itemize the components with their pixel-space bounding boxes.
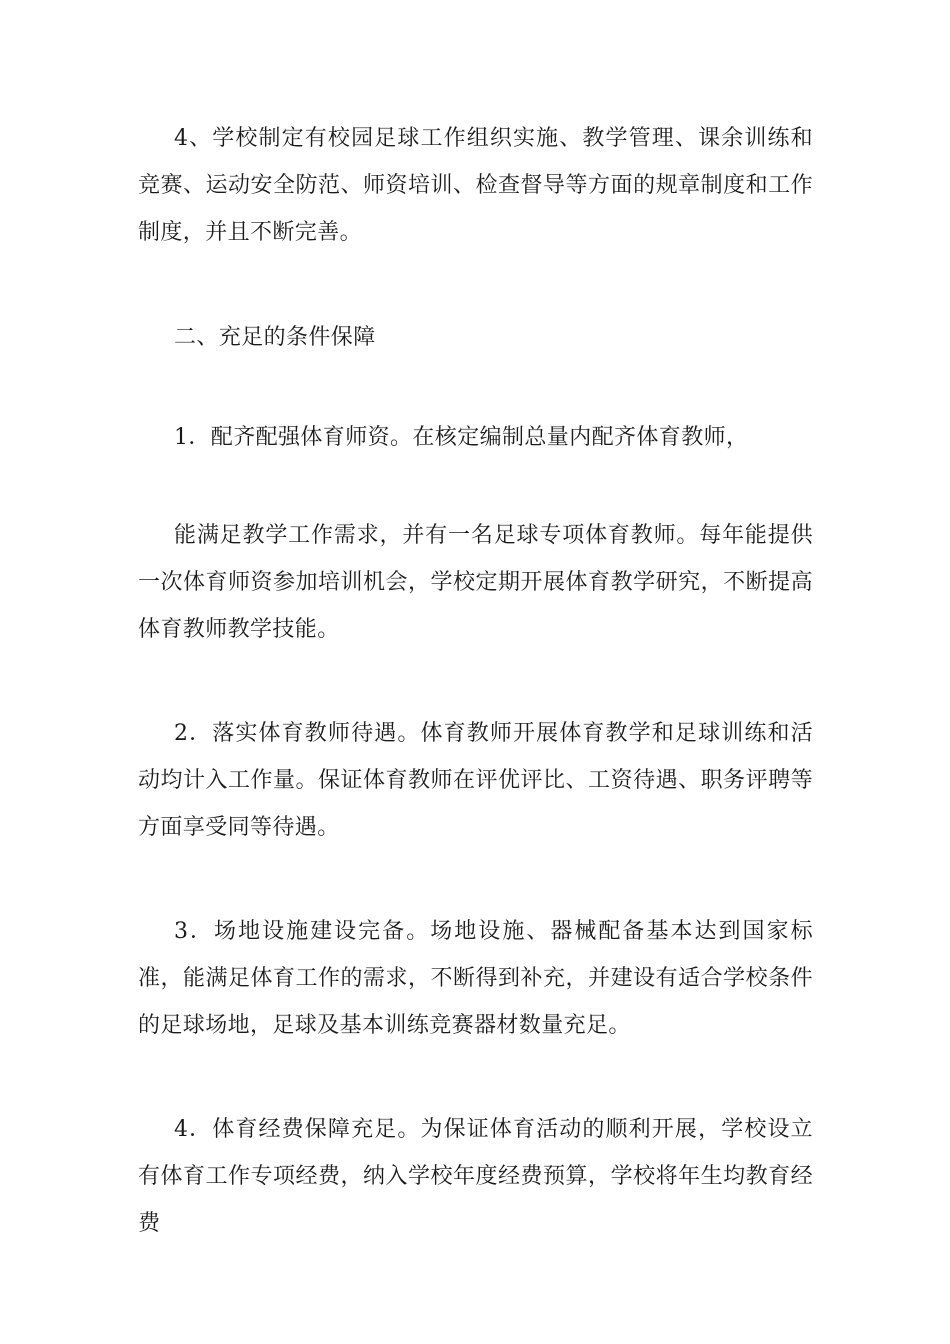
paragraph-facilities: 3．场地设施建设完备。场地设施、器械配备基本达到国家标准，能满足体育工作的需求，不断得到补充，并建设有适合学校条件的足球场地，足球及基本训练竞赛器材数量充足。 xyxy=(138,919,813,1038)
paragraph-teacher-staffing: 1．配齐配强体育师资。在核定编制总量内配齐体育教师， xyxy=(174,425,749,450)
section-heading-conditions: 二、充足的条件保障 xyxy=(174,325,376,350)
paragraph-teacher-benefits: 2．落实体育教师待遇。体育教师开展体育教学和足球训练和活动均计入工作量。保证体育教师在评优评比、工资待遇、职务评聘等方面享受同等待遇。 xyxy=(138,721,813,840)
paragraph-funding: 4．体育经费保障充足。为保证体育活动的顺利开展，学校设立有体育工作专项经费，纳入学校年度经费预算，学校将年生均教育经费 xyxy=(138,1117,813,1236)
paragraph-teacher-training: 能满足教学工作需求，并有一名足球专项体育教师。每年能提供一次体育师资参加培训机会，学校定期开展体育教学研究，不断提高体育教师教学技能。 xyxy=(138,523,813,642)
paragraph-rules-regulations: 4、学校制定有校园足球工作组织实施、教学管理、课余训练和竞赛、运动安全防范、师资培训、检查督导等方面的规章制度和工作制度，并且不断完善。 xyxy=(138,126,813,245)
